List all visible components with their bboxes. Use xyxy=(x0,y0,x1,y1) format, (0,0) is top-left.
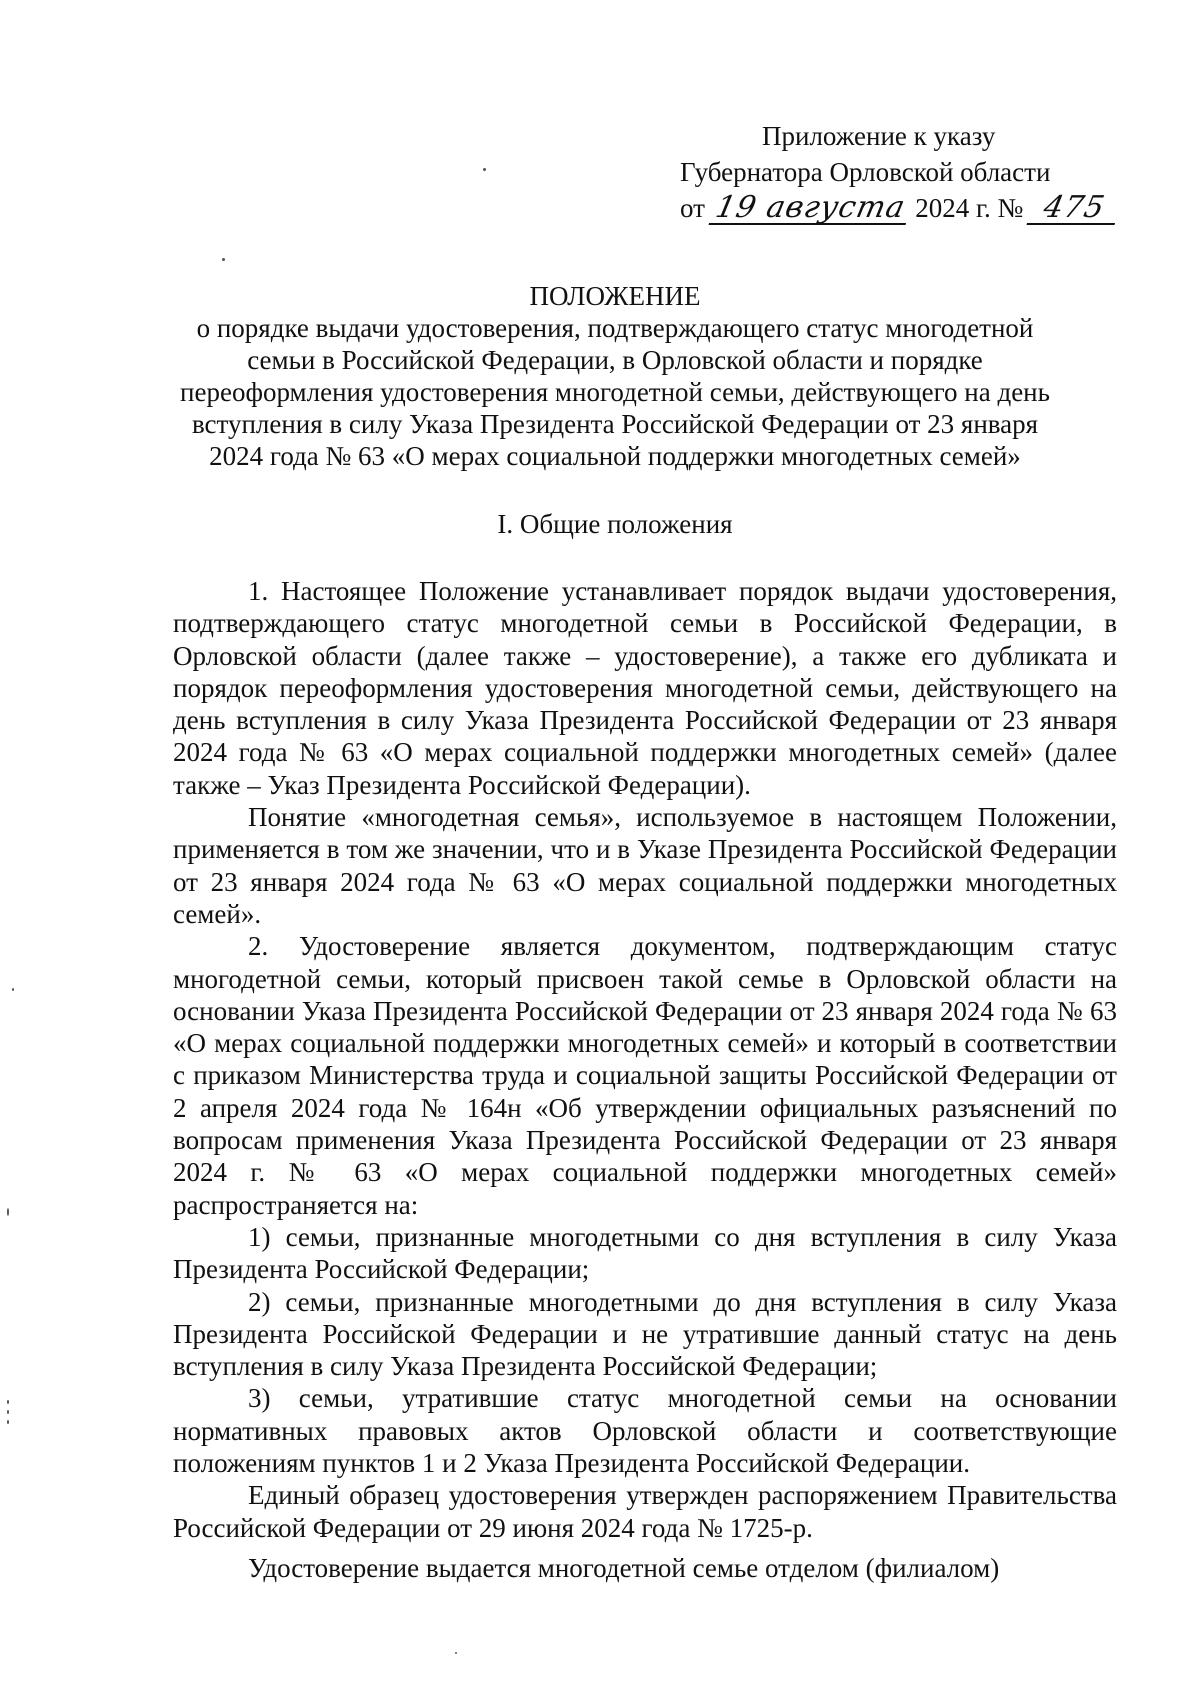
appendix-line-1: Приложение к указу xyxy=(762,121,996,151)
scan-speck xyxy=(7,1420,9,1424)
appendix-line-3 xyxy=(680,190,1109,226)
paragraph-6: 3) семьи, утратившие статус многодетной семьи на основании нормативных правовых актов Орловской области и соответствующие положениям пунктов 1 и 2 Указа Президента Российской Федерации. xyxy=(173,1383,1117,1479)
scan-speck xyxy=(12,988,14,991)
paragraph-5: 2) семьи, признанные многодетными до дня вступления в силу Указа Президента Российской Федерации и не утратившие данный статус на день вступления в силу Указа Президента Российской Федерации; xyxy=(173,1286,1117,1382)
scan-speck xyxy=(7,1208,9,1216)
title-main: ПОЛОЖЕНИЕ xyxy=(529,281,701,311)
paragraph-1: 1. Настоящее Положение устанавливает порядок выдачи удостоверения, подтверждающего статус многодетной семьи в Российской Федерации, в Орловской области (далее также – удостоверение), а также его дубликата и порядок переоформления удостоверения многодетной семьи, действующего на день вступления в силу Указа Президента Российской Федерации от 23 января 2024 года № 63 «О мерах социальной поддержки многодетных семей» (далее также – Указ Президента Российской Федерации). xyxy=(173,576,1117,800)
handwritten-date: 19 августа xyxy=(708,193,912,225)
appendix-line-2: Губернатора Орловской области xyxy=(680,157,1051,187)
title-subtitle: о порядке выдачи удостоверения, подтверждающего статус многодетной семьи в Российской Федерации, в Орловской области и порядке переоформления удостоверения многодетной семьи, действующего на день вступления в силу Указа Президента Российской Федерации от 23 января 2024 года № 63 «О мерах социальной поддержки многодетных семей» xyxy=(180,313,1050,471)
paragraph-7: Единый образец удостоверения утвержден распоряжением Правительства Российской Федерации от 29 июня 2024 года № 1725-р. xyxy=(173,1480,1117,1543)
date-prefix: от xyxy=(680,193,705,223)
document-body xyxy=(173,575,1117,1584)
document-title xyxy=(170,280,1060,472)
paragraph-8: Удостоверение выдается многодетной семье отделом (филиалом) xyxy=(248,1552,1000,1583)
paragraph-4: 1) семьи, признанные многодетными со дня вступления в силу Указа Президента Российской Федерации; xyxy=(173,1221,1117,1285)
scan-speck xyxy=(483,168,486,171)
appendix-header xyxy=(680,118,1109,226)
scan-speck xyxy=(222,258,225,261)
section-heading: I. Общие положения xyxy=(497,509,733,539)
scan-speck xyxy=(7,1410,9,1414)
year-and-number-label: 2024 г. № xyxy=(915,193,1024,223)
paragraph-2: Понятие «многодетная семья», используемое в настоящем Положении, применяется в том же значении, что и в Указе Президента Российской Федерации от 23 января 2024 года № 63 «О мерах социальной поддержки многодетных семей». xyxy=(173,802,1117,929)
handwritten-number: 475 xyxy=(1027,193,1122,225)
scan-speck xyxy=(455,1652,457,1654)
scan-speck xyxy=(7,1400,9,1404)
paragraph-3: 2. Удостоверение является документом, подтверждающим статус многодетной семьи, который присвоен такой семье в Орловской области на основании Указа Президента Российской Федерации от 23 января 2024 года № 63 «О мерах социальной поддержки многодетных семей» и который в соответствии с приказом Министерства труда и социальной защиты Российской Федерации от 2 апреля 2024 года № 164н «Об утверждении официальных разъяснений по вопросам применения Указа Президента Российской Федерации от 23 января 2024 г. № 63 «О мерах социальной поддержки многодетных семей» распространяется на: xyxy=(173,931,1117,1220)
